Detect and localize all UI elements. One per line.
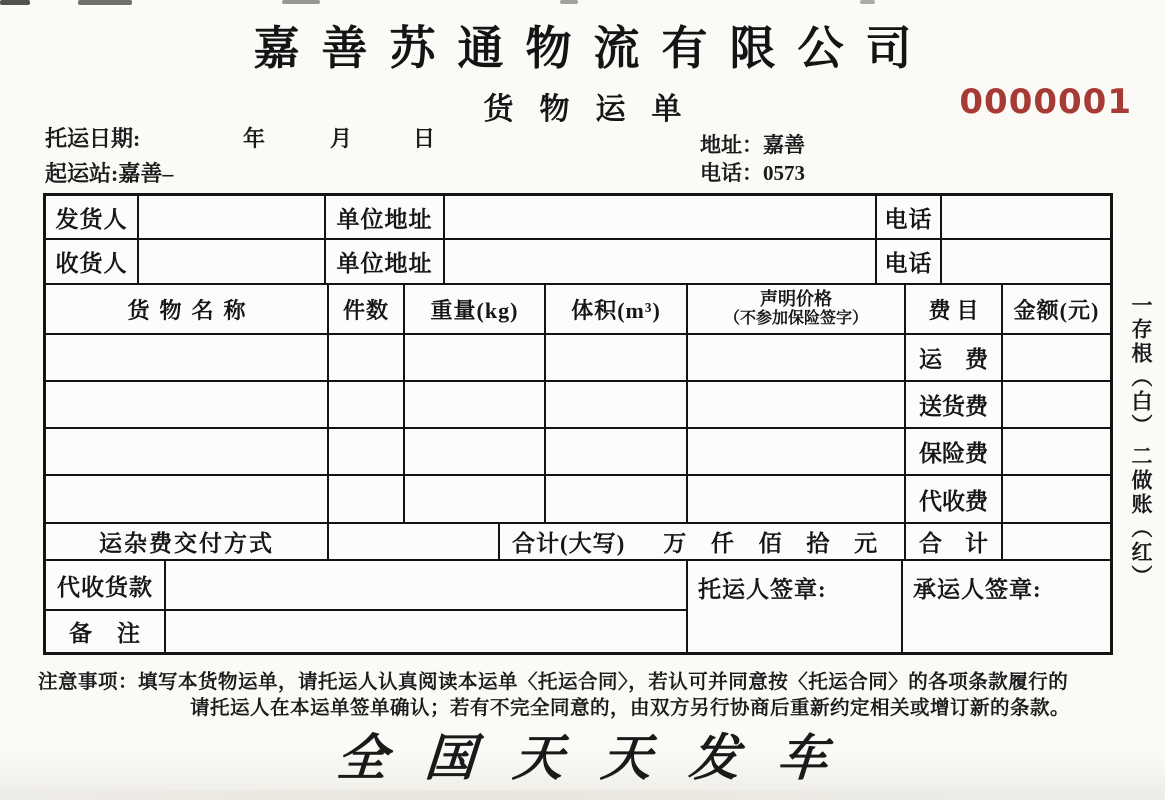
scan-artifact — [282, 0, 320, 4]
goods-name-cell — [46, 335, 329, 380]
insurance-fee-label: 保险费 — [906, 429, 1003, 474]
declared-value-line1: 声明价格 — [760, 289, 832, 310]
scan-artifact — [78, 0, 132, 5]
cod-remark-block — [46, 561, 688, 652]
cod-label: 代收货款 — [46, 561, 166, 609]
phone-value: 0573 — [763, 161, 805, 185]
goods-name-cell — [46, 476, 329, 522]
ship-date-label: 托运日期: — [45, 126, 141, 151]
declared-value-line2: （不参加保险签字） — [723, 310, 868, 328]
consignee-phone-cell — [942, 240, 1110, 283]
shipper-signature-cell: 托运人签章: — [688, 561, 903, 652]
remark-row — [46, 611, 686, 652]
unit-shi: 拾 — [806, 531, 831, 556]
origin-station: 起运站:嘉善– — [45, 161, 174, 186]
notice-line2: 请托运人在本运单签单确认；若有不完全同意的，由双方另行协商后重新约定相关或增订新的条款。 — [190, 698, 1071, 719]
consignee-label: 收货人 — [46, 240, 139, 283]
volume-cell — [546, 476, 688, 522]
year-label: 年 — [243, 126, 266, 151]
total-label: 合 计 — [906, 524, 1003, 559]
pieces-cell — [329, 429, 405, 474]
month-label: 月 — [330, 126, 353, 151]
scan-bottom-band — [0, 790, 1165, 800]
address-label: 地址： — [700, 133, 763, 157]
copy1-white-stub: 一存根（白） — [1129, 294, 1153, 438]
delivery-fee-label: 送货费 — [906, 382, 1003, 427]
cod-row — [46, 561, 686, 611]
consignor-phone-cell — [942, 196, 1110, 238]
unit-yuan: 元 — [854, 531, 879, 556]
notice-block — [38, 670, 1143, 722]
consignee-row — [46, 240, 1110, 285]
pay-method-value-cell — [329, 524, 500, 559]
address-value: 嘉善 — [763, 133, 805, 157]
signature-section — [46, 561, 1110, 652]
copy2-red-account: 二做账（红） — [1129, 444, 1153, 589]
goods-row — [46, 476, 1110, 524]
declared-value-header — [688, 285, 906, 333]
scan-artifact — [860, 0, 875, 4]
total-amount-cell — [1003, 524, 1110, 559]
caps-units — [625, 525, 904, 558]
consignor-row — [46, 196, 1110, 240]
company-title: 嘉善苏通物流有限公司 — [253, 22, 934, 74]
pieces-cell — [329, 382, 405, 427]
cod-value-cell — [166, 561, 686, 609]
pieces-cell — [329, 335, 405, 380]
goods-header-row — [46, 285, 1110, 335]
scan-artifact — [0, 0, 30, 5]
freight-fee-label: 运 费 — [906, 335, 1003, 380]
fee-item-header: 费目 — [906, 285, 1003, 333]
unit-address-label: 单位地址 — [326, 240, 445, 283]
day-label: 日 — [413, 126, 436, 151]
consignor-label: 发货人 — [46, 196, 139, 238]
carrier-signature-cell: 承运人签章: — [913, 577, 1042, 602]
collection-fee-label: 代收费 — [906, 476, 1003, 522]
weight-header: 重量(kg) — [405, 285, 546, 333]
weight-cell — [405, 429, 546, 474]
slogan-calligraphy: 全国天天发车 — [335, 728, 868, 787]
company-phone — [700, 157, 805, 187]
scan-artifact — [560, 0, 578, 4]
goods-name-cell — [46, 382, 329, 427]
volume-cell — [546, 429, 688, 474]
pay-method-label: 运杂费交付方式 — [46, 524, 329, 559]
remark-label: 备 注 — [46, 611, 166, 652]
volume-cell — [546, 382, 688, 427]
phone-label-cell: 电话 — [877, 196, 942, 238]
consignee-address-cell — [445, 240, 877, 283]
form-title: 货物运单 — [483, 93, 708, 126]
amount-header: 金额(元) — [1013, 297, 1100, 323]
insurance-fee-amount-cell — [1003, 429, 1110, 474]
serial-number: 0000001 — [959, 82, 1132, 122]
goods-row — [46, 335, 1110, 382]
goods-row — [46, 429, 1110, 476]
declared-value-cell — [688, 429, 906, 474]
goods-row — [46, 382, 1110, 429]
declared-value-cell — [688, 335, 906, 380]
delivery-fee-amount-cell — [1003, 382, 1110, 427]
pieces-header: 件数 — [329, 285, 405, 333]
volume-cell — [546, 335, 688, 380]
unit-wan: 万 — [663, 531, 688, 556]
total-in-words-cell — [500, 524, 906, 559]
unit-bai: 佰 — [758, 531, 783, 556]
declared-value-cell — [688, 382, 906, 427]
collection-fee-amount-cell — [1003, 476, 1110, 522]
phone-label: 电话： — [700, 161, 763, 185]
consignor-value-cell — [139, 196, 326, 238]
weight-cell — [405, 382, 546, 427]
goods-name-header: 货物名称 — [46, 285, 329, 333]
goods-name-cell — [46, 429, 329, 474]
remark-value-cell — [166, 611, 686, 652]
freight-fee-amount-cell — [1003, 335, 1110, 380]
consignor-address-cell — [445, 196, 877, 238]
company-address — [700, 129, 805, 159]
notice-line1: 注意事项：填写本货物运单，请托运人认真阅读本运单〈托运合同〉，若认可并同意按〈托运合同〉的各项条款履行的 — [38, 672, 1069, 693]
volume-header: 体积(m³) — [546, 285, 688, 333]
declared-value-cell — [688, 476, 906, 522]
totals-row — [46, 524, 1110, 561]
phone-label-cell: 电话 — [877, 240, 942, 283]
total-in-words-label: 合计(大写) — [512, 531, 626, 556]
weight-cell — [405, 476, 546, 522]
consignee-value-cell — [139, 240, 326, 283]
waybill-table — [43, 193, 1113, 655]
pieces-cell — [329, 476, 405, 522]
copy-color-note — [1120, 294, 1162, 589]
unit-address-label: 单位地址 — [326, 196, 445, 238]
weight-cell — [405, 335, 546, 380]
unit-qian: 仟 — [710, 531, 735, 556]
